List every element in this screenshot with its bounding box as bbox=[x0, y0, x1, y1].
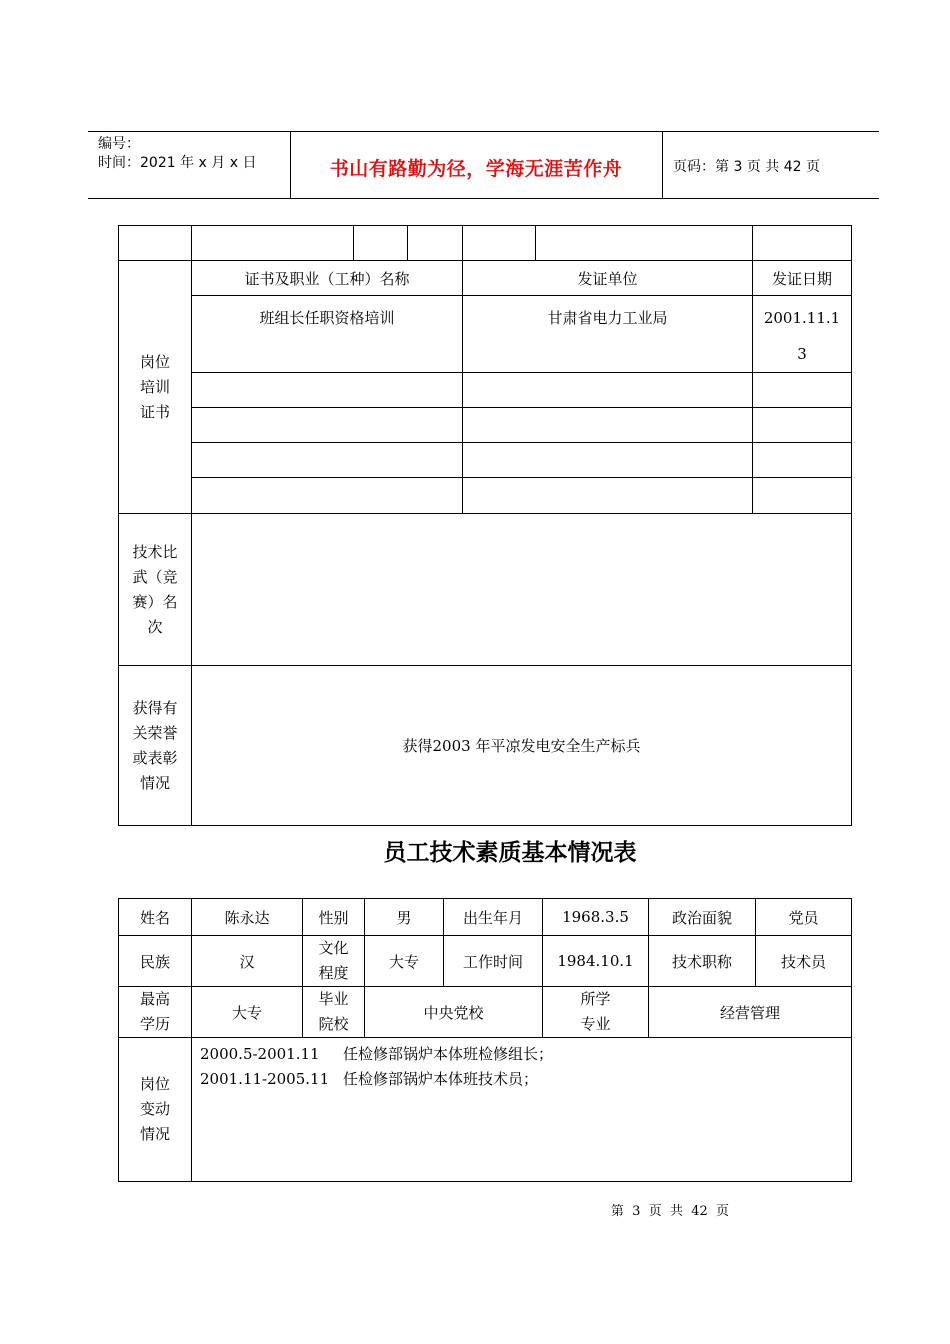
tech-title-label: 技术职称 bbox=[649, 936, 756, 987]
blank-cell bbox=[119, 226, 192, 261]
ethnic-label: 民族 bbox=[119, 936, 192, 987]
empty-cell bbox=[463, 478, 753, 514]
honor-value: 获得2003 年平凉发电安全生产标兵 bbox=[192, 666, 852, 826]
school-value: 中央党校 bbox=[365, 987, 543, 1038]
tech-title-value: 技术员 bbox=[756, 936, 852, 987]
birth-value: 1968.3.5 bbox=[543, 899, 649, 936]
col-date-header: 发证日期 bbox=[753, 261, 852, 296]
table-row bbox=[119, 1038, 852, 1182]
honor-label: 获得有 关荣誉 或表彰 情况 bbox=[119, 666, 192, 826]
table-row bbox=[119, 296, 852, 373]
gender-label: 性别 bbox=[303, 899, 365, 936]
blank-cell bbox=[408, 226, 463, 261]
culture-value: 大专 bbox=[365, 936, 444, 987]
blank-header-row bbox=[119, 226, 852, 261]
cert-header-row bbox=[119, 261, 852, 296]
ethnic-value: 汉 bbox=[192, 936, 303, 987]
empty-cell bbox=[753, 443, 852, 478]
position-change-value bbox=[192, 1038, 852, 1182]
change-entry: 2001.11-2005.11 任检修部锅炉本体班技术员； bbox=[200, 1070, 539, 1088]
culture-label: 文化 程度 bbox=[303, 936, 365, 987]
header-divider-right bbox=[662, 131, 663, 199]
empty-cell bbox=[753, 373, 852, 408]
training-certificate-table bbox=[118, 225, 852, 826]
empty-cell bbox=[192, 373, 463, 408]
empty-cell bbox=[753, 478, 852, 514]
page-footer: 第 3 页 共 42 页 bbox=[610, 1204, 730, 1219]
page-title: 员工技术素质基本情况表 bbox=[383, 840, 637, 866]
table-row bbox=[119, 373, 852, 408]
position-change-label: 岗位 变动 情况 bbox=[119, 1038, 192, 1182]
name-label: 姓名 bbox=[119, 899, 192, 936]
change-entry: 2000.5-2001.11 任检修部锅炉本体班检修组长； bbox=[200, 1045, 554, 1063]
table-row bbox=[119, 899, 852, 936]
major-label: 所学 专业 bbox=[543, 987, 649, 1038]
political-value: 党员 bbox=[756, 899, 852, 936]
table-row bbox=[119, 987, 852, 1038]
header-page-info: 页码：第 3 页 共 42 页 bbox=[673, 159, 820, 175]
empty-cell bbox=[463, 408, 753, 443]
cert-name-cell: 班组长任职资格培训 bbox=[192, 296, 463, 373]
major-value: 经营管理 bbox=[649, 987, 852, 1038]
honor-row bbox=[119, 666, 852, 826]
education-value: 大专 bbox=[192, 987, 303, 1038]
birth-label: 出生年月 bbox=[444, 899, 543, 936]
competition-value bbox=[192, 514, 852, 666]
cert-section-label: 岗位 培训 证书 bbox=[119, 261, 192, 514]
political-label: 政治面貌 bbox=[649, 899, 756, 936]
name-value: 陈永达 bbox=[192, 899, 303, 936]
table-row bbox=[119, 936, 852, 987]
col-issuer-header: 发证单位 bbox=[463, 261, 753, 296]
blank-cell bbox=[192, 226, 354, 261]
education-label: 最高 学历 bbox=[119, 987, 192, 1038]
blank-cell bbox=[463, 226, 536, 261]
table-row bbox=[119, 478, 852, 514]
empty-cell bbox=[192, 478, 463, 514]
cert-issuer-cell: 甘肃省电力工业局 bbox=[463, 296, 753, 373]
cert-date-cell: 2001.11.1 3 bbox=[753, 296, 852, 373]
empty-cell bbox=[753, 408, 852, 443]
worktime-label: 工作时间 bbox=[444, 936, 543, 987]
empty-cell bbox=[463, 373, 753, 408]
blank-cell bbox=[536, 226, 753, 261]
competition-row bbox=[119, 514, 852, 666]
staff-info-table bbox=[118, 898, 852, 1182]
document-time-label: 时间：2021 年 x 月 x 日 bbox=[98, 155, 257, 171]
header-bottom-rule bbox=[88, 198, 879, 199]
header-top-rule bbox=[88, 131, 879, 132]
header-motto: 书山有路勤为径，学海无涯苦作舟 bbox=[329, 158, 623, 180]
empty-cell bbox=[192, 408, 463, 443]
competition-label: 技术比 武（竞 赛）名 次 bbox=[119, 514, 192, 666]
document-number-label: 编号： bbox=[98, 136, 140, 152]
table-row bbox=[119, 408, 852, 443]
empty-cell bbox=[463, 443, 753, 478]
gender-value: 男 bbox=[365, 899, 444, 936]
empty-cell bbox=[192, 443, 463, 478]
blank-cell bbox=[753, 226, 852, 261]
blank-cell bbox=[354, 226, 408, 261]
col-cert-name-header: 证书及职业（工种）名称 bbox=[192, 261, 463, 296]
table-row bbox=[119, 443, 852, 478]
school-label: 毕业 院校 bbox=[303, 987, 365, 1038]
worktime-value: 1984.10.1 bbox=[543, 936, 649, 987]
